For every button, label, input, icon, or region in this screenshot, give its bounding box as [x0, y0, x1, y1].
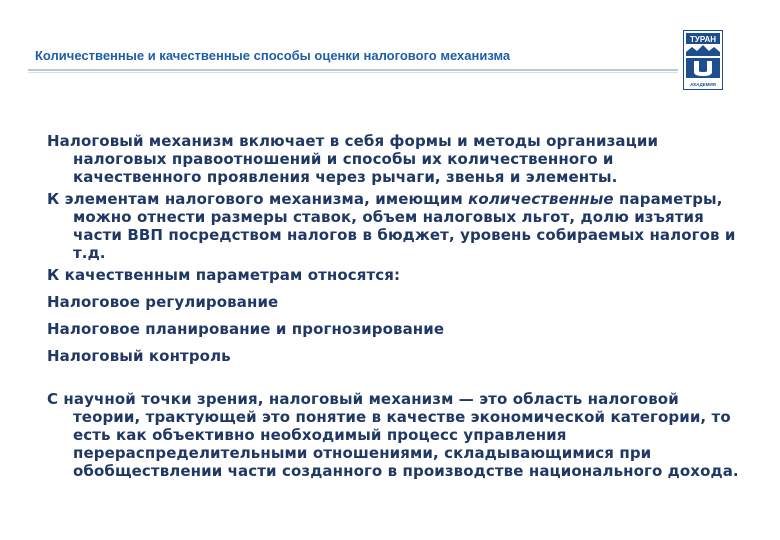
logo-bottom-text: АКАДЕМИЯ [690, 82, 716, 87]
paragraph-quantitative-text-end: параметры, можно отнести размеры ставок, объем налоговых льгот, долю изъятия части ВВП посредством налогов в бюджет, уровень собираемых налогов и т.д. [73, 190, 736, 262]
paragraph-spacer [47, 374, 747, 390]
list-item-tax-regulation: Налоговое регулирование [47, 293, 279, 311]
paragraph-qualitative-intro: К качественным параметрам относятся: [47, 266, 401, 284]
paragraph-tax-mechanism-definition: Налоговый механизм включает в себя формы и методы организации налоговых правоотношений и способы их количественного и качественного проявления через рычаги, звенья и элементы. [47, 132, 659, 186]
paragraph-scientific-view: С научной точки зрения, налоговый механизм — это область налоговой теории, трактующей это понятие в качестве экономической категории, то есть как объективно необходимый процесс управления перераспределительными отношениями, складывающимися при обобществлении части созданного в производстве национального дохода. [47, 390, 739, 480]
logo-top-text: ТУРАН [689, 35, 717, 44]
paragraph-quantitative-elements [47, 190, 747, 262]
title-divider [28, 69, 678, 71]
turan-logo [683, 30, 723, 90]
list-item-tax-control: Налоговый контроль [47, 347, 231, 365]
slide-title: Количественные и качественные способы оценки налогового механизма [35, 48, 511, 63]
quantitative-emphasis: количественные [468, 190, 614, 208]
list-item-tax-planning: Налоговое планирование и прогнозирование [47, 320, 445, 338]
paragraph-quantitative-text-start: К элементам налогового механизма, имеющим [47, 190, 469, 208]
slide-body [47, 132, 747, 484]
title-divider-secondary [28, 72, 678, 73]
